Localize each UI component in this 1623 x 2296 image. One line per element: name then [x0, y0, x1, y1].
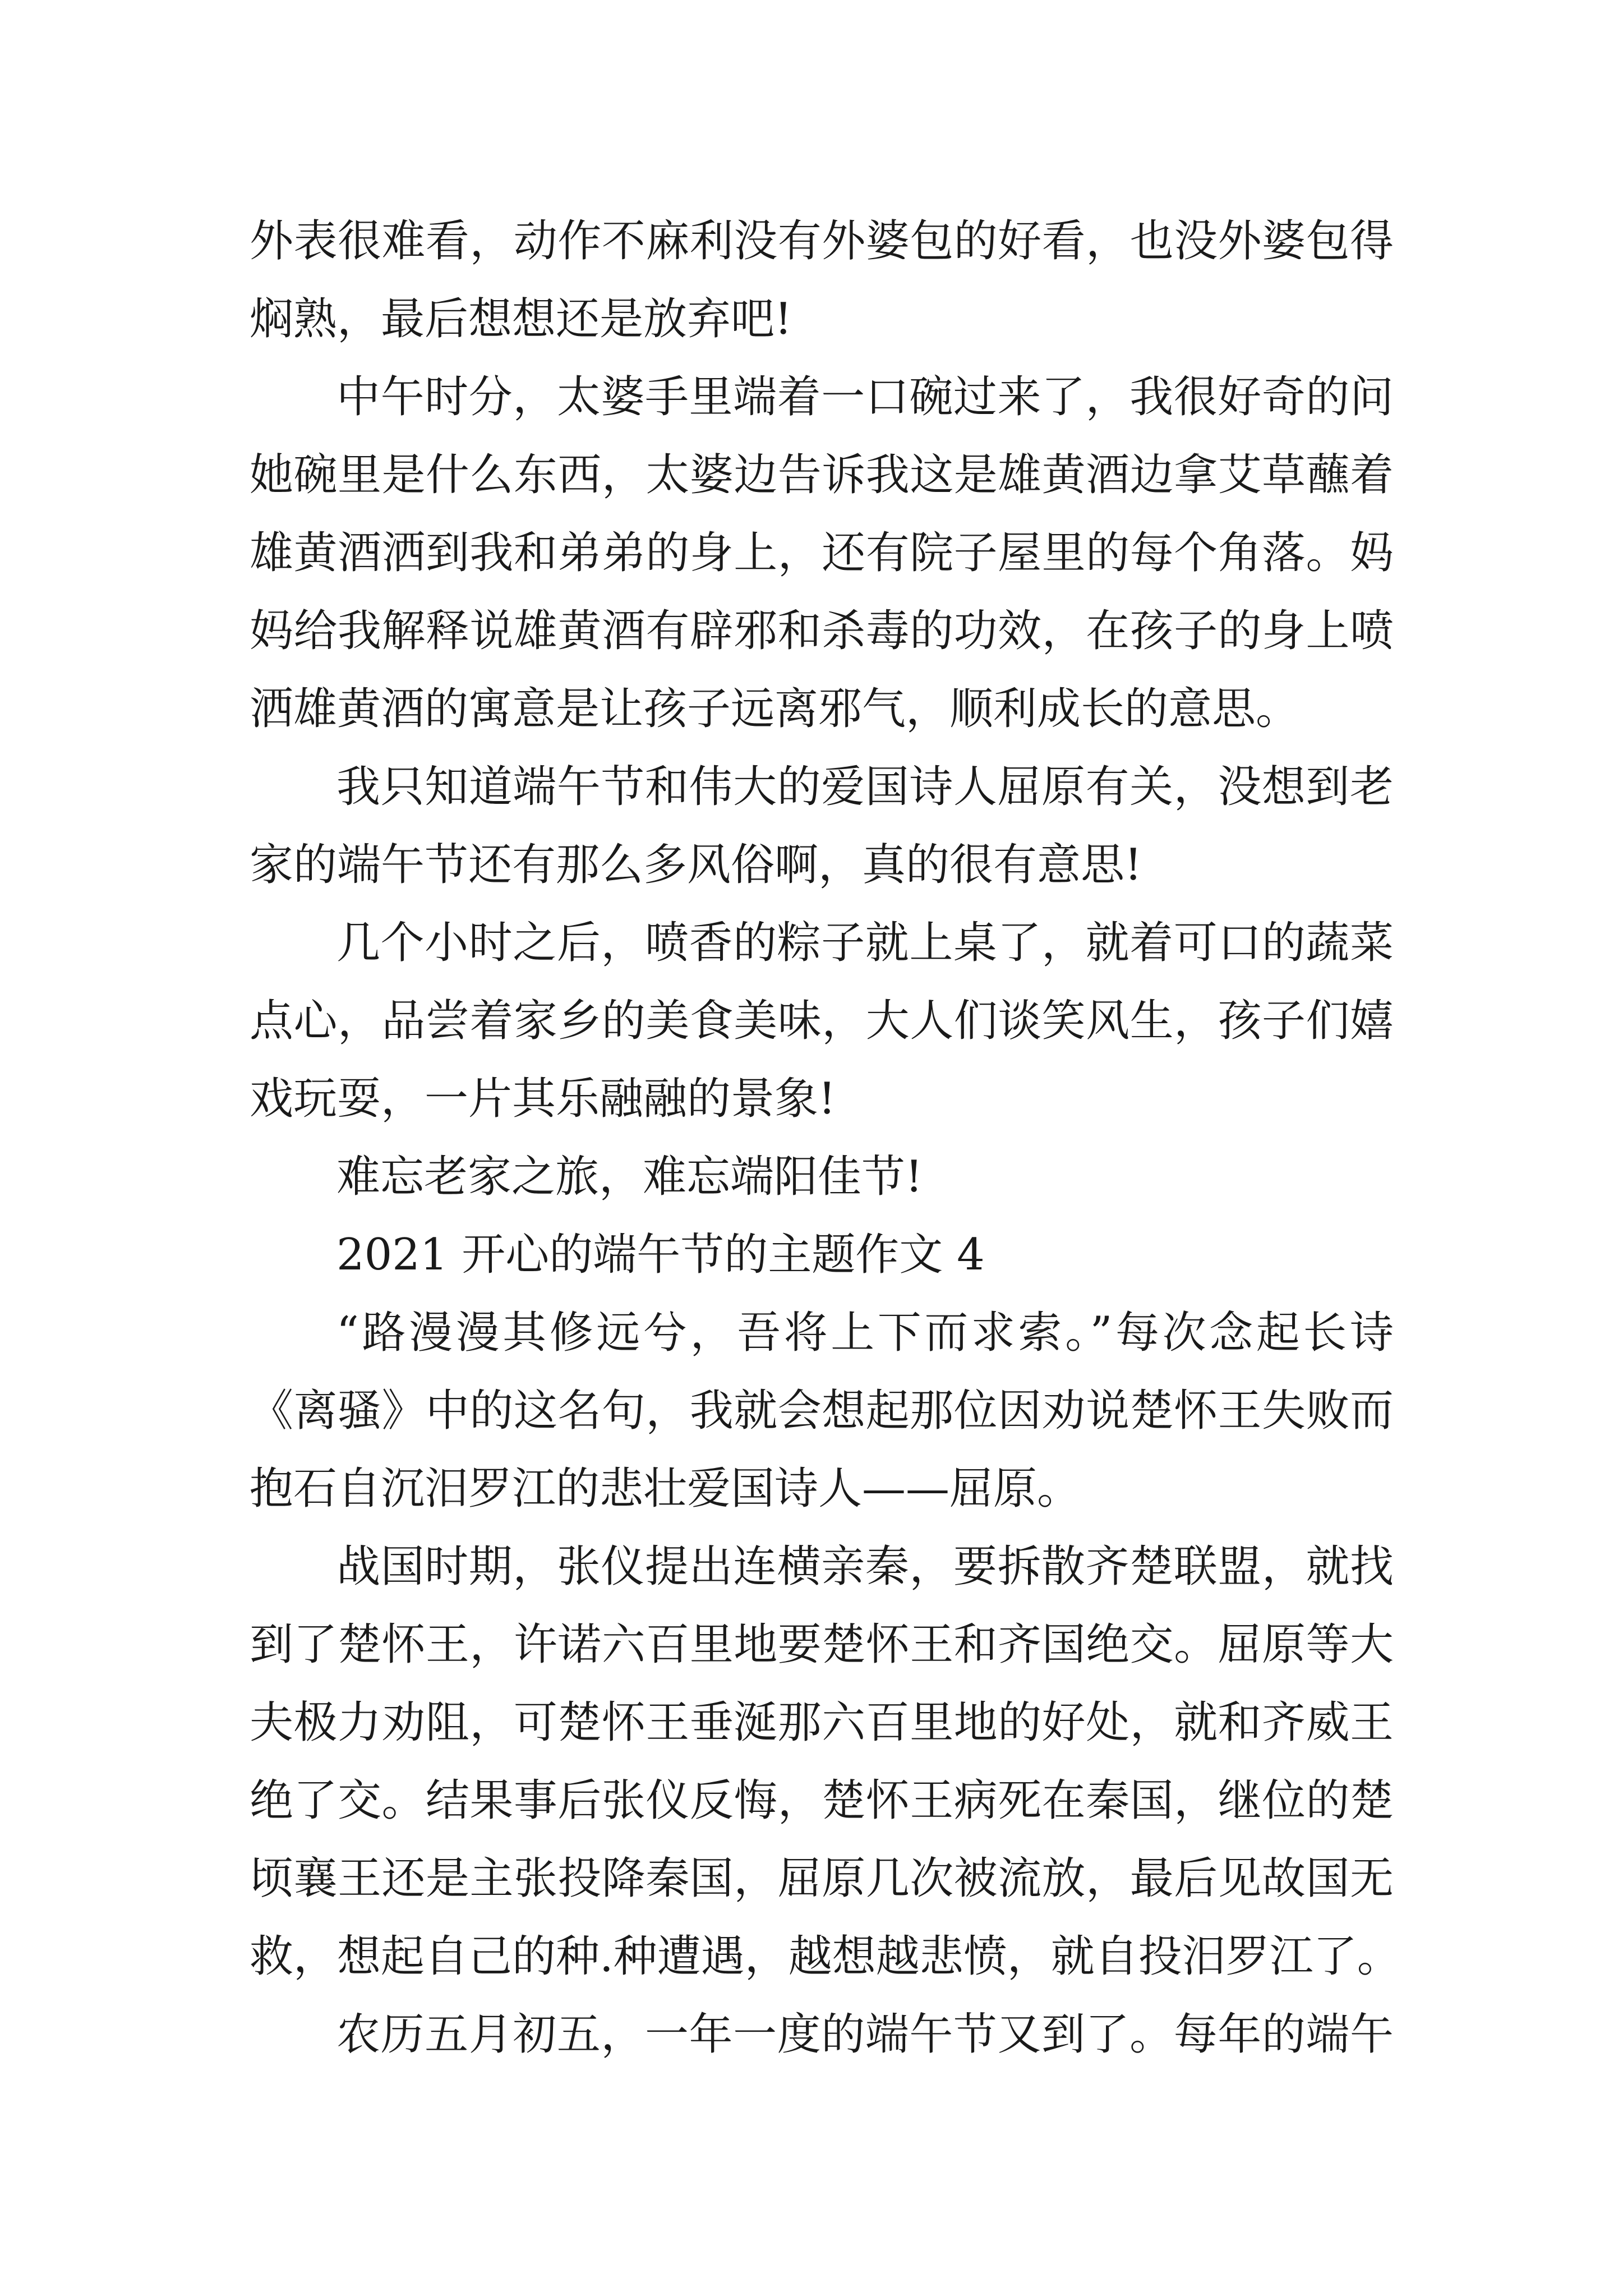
section-heading: 2021 开心的端午节的主题作文 4 — [336, 1230, 985, 1280]
text-line: 焖熟，最后想想还是放弃吧! — [250, 294, 792, 344]
text-line: 农历五月初五，一年一度的端午节又到了。每年的端午 — [336, 2009, 1394, 2060]
text-line: 顷襄王还是主张投降秦国，屈原几次被流放，最后见故国无 — [250, 1853, 1394, 1904]
text-line: 夫极力劝阻，可楚怀王垂涎那六百里地的好处，就和齐威王 — [250, 1697, 1394, 1748]
text-line: 妈给我解释说雄黄酒有辟邪和杀毒的功效，在孩子的身上喷 — [250, 606, 1394, 656]
text-line: 抱石自沉汨罗江的悲壮爱国诗人——屈原。 — [250, 1464, 1081, 1514]
text-line: 洒雄黄酒的寓意是让孩子远离邪气，顺利成长的意思。 — [250, 684, 1300, 734]
text-line: 绝了交。结果事后张仪反悔，楚怀王病死在秦国，继位的楚 — [250, 1775, 1394, 1826]
text-line: 救，想起自己的种.种遭遇，越想越悲愤，就自投汨罗江了。 — [250, 1931, 1401, 1982]
text-line: 她碗里是什么东西，太婆边告诉我这是雄黄酒边拿艾草蘸着 — [250, 450, 1394, 500]
text-line: 戏玩耍，一片其乐融融的景象! — [250, 1074, 836, 1124]
text-line: 我只知道端午节和伟大的爱国诗人屈原有关，没想到老 — [336, 762, 1394, 812]
text-line: 点心，品尝着家乡的美食美味，大人们谈笑风生，孩子们嬉 — [250, 996, 1394, 1046]
text-line: 《离骚》中的这名句，我就会想起那位因劝说楚怀王失败而 — [250, 1386, 1394, 1436]
text-line: 战国时期，张仪提出连横亲秦，要拆散齐楚联盟，就找 — [336, 1542, 1394, 1592]
text-line: “路漫漫其修远兮，吾将上下而求索。”每次念起长诗 — [336, 1308, 1394, 1358]
text-line: 家的端午节还有那么多风俗啊，真的很有意思! — [250, 840, 1142, 890]
text-line: 雄黄酒洒到我和弟弟的身上，还有院子屋里的每个角落。妈 — [250, 528, 1394, 578]
text-line: 难忘老家之旅，难忘端阳佳节! — [336, 1152, 923, 1202]
text-line: 到了楚怀王，许诺六百里地要楚怀王和齐国绝交。屈原等大 — [250, 1619, 1394, 1670]
text-line: 几个小时之后，喷香的粽子就上桌了，就着可口的蔬菜 — [336, 918, 1394, 968]
text-line: 外表很难看，动作不麻利没有外婆包的好看，也没外婆包得 — [250, 216, 1394, 266]
text-line: 中午时分，太婆手里端着一口碗过来了，我很好奇的问 — [336, 372, 1394, 422]
